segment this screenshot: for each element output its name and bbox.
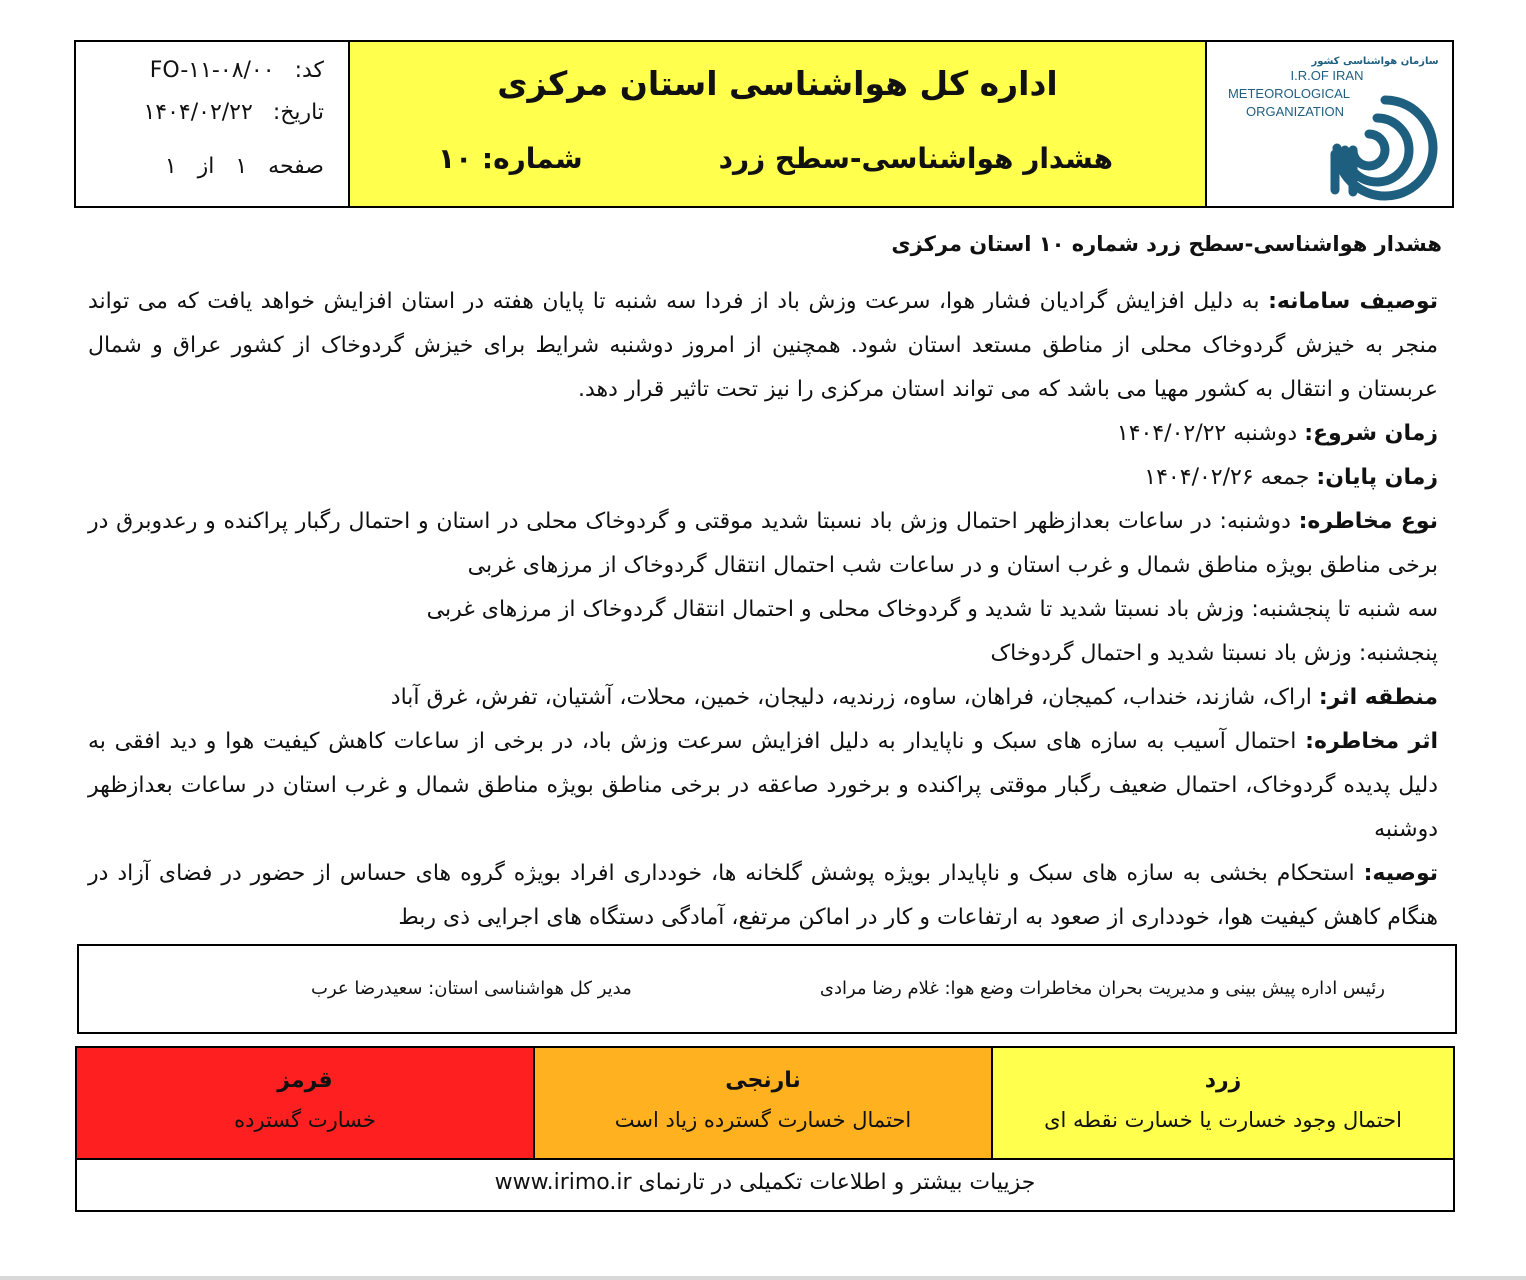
svg-text:I.R.OF IRAN: I.R.OF IRAN xyxy=(1290,68,1364,83)
warning-number: شماره: ۱۰ xyxy=(438,142,583,175)
level-orange-desc: احتمال خسارت گسترده زیاد است xyxy=(614,1108,912,1132)
page-number: صفحه ۱ از ۱ xyxy=(164,154,324,179)
start-label: زمان شروع: xyxy=(1304,421,1438,446)
page-bottom-divider xyxy=(0,1276,1526,1280)
date-row xyxy=(96,100,324,125)
hazard-type xyxy=(88,500,1438,588)
end-time xyxy=(88,456,1438,500)
affected-area xyxy=(88,676,1438,720)
level-red xyxy=(77,1048,535,1158)
meta-cell xyxy=(76,42,348,206)
level-red-desc: خسارت گسترده xyxy=(234,1108,376,1132)
system-description xyxy=(88,280,1438,412)
date-label: تاریخ: xyxy=(272,100,324,125)
system-text: به دلیل افزایش گرادیان فشار هوا، سرعت وزش باد از فردا سه شنبه تا پایان هفته در استان افزایش خواهد یافت که می تواند منجر به خیزش گردوخاک محلی از مناطق مستعد استان شود. همچنین از امروز دوشنبه شرایط برای خیزش گردوخاک از کشور عراق و شمال عربستان و انتقال به کشور مهیا می باشد که می تواند استان مرکزی را نیز تحت تاثیر قرار دهد. xyxy=(88,289,1438,402)
document-header xyxy=(74,40,1454,208)
advice-text: استحکام بخشی به سازه های سبک و ناپایدار بویژه پوشش گلخانه ها، خودداری افراد بویژه گروه های حساس از حضور در فضای آزاد در هنگام کاهش کیفیت هوا، خودداری از صعود به ارتفاعات و کار در اماکن مرتفع، آمادگی دستگاه های اجرایی ذی ربط xyxy=(88,861,1438,930)
director-signature: مدیر کل هواشناسی استان: سعیدرضا عرب xyxy=(311,978,632,999)
meteorological-organization-logo-icon xyxy=(1207,42,1450,206)
hazard-impact xyxy=(88,720,1438,852)
advice-label: توصیه: xyxy=(1363,861,1438,886)
start-day: دوشنبه xyxy=(1233,421,1298,446)
code-label: کد: xyxy=(294,58,324,83)
code-row xyxy=(96,58,324,83)
forecast-head-signature: رئیس اداره پیش بینی و مدیریت بحران مخاطرات وضع هوا: غلام رضا مرادی xyxy=(819,978,1385,999)
start-time xyxy=(88,412,1438,456)
level-red-name: قرمز xyxy=(277,1068,333,1093)
footer-website-link[interactable]: جزییات بیشتر و اطلاعات تکمیلی در تارنمای www.irimo.ir xyxy=(494,1170,1036,1195)
start-date: ۱۴۰۴/۰۲/۲۲ xyxy=(1116,421,1227,446)
end-label: زمان پایان: xyxy=(1316,465,1438,490)
end-day: جمعه xyxy=(1260,465,1310,490)
hazard-label: نوع مخاطره: xyxy=(1298,509,1438,534)
area-label: منطقه اثر: xyxy=(1318,685,1438,710)
area-text: اراک، شازند، خنداب، کمیجان، فراهان، ساوه، زرندیه، دلیجان، خمین، محلات، آشتیان، تفرش، غرق آباد xyxy=(390,685,1312,710)
document-subtitle: هشدار هواشناسی-سطح زرد شماره ۱۰ استان مرکزی xyxy=(891,232,1442,256)
hazard-thursday: پنجشنبه: وزش باد نسبتا شدید و احتمال گردوخاک xyxy=(990,641,1438,666)
system-label: توصیف سامانه: xyxy=(1268,289,1438,314)
warning-level-title: هشدار هواشناسی-سطح زرد xyxy=(718,142,1113,175)
advice xyxy=(88,852,1438,940)
warning-levels-table xyxy=(75,1046,1455,1212)
title-cell xyxy=(348,42,1205,206)
levels-row xyxy=(77,1048,1453,1160)
end-date: ۱۴۰۴/۰۲/۲۶ xyxy=(1144,465,1254,490)
code-value: FO-۱۱-۰۸/۰۰ xyxy=(149,58,275,83)
page-row xyxy=(96,154,324,179)
impact-label: اثر مخاطره: xyxy=(1305,729,1438,754)
svg-text:سازمان هواشناسی کشور: سازمان هواشناسی کشور xyxy=(1311,56,1439,67)
org-title: اداره کل هواشناسی استان مرکزی xyxy=(497,64,1058,103)
logo-cell xyxy=(1205,42,1452,206)
level-orange xyxy=(535,1048,993,1158)
warning-content xyxy=(88,280,1438,940)
signatures-box xyxy=(77,944,1457,1034)
svg-text:METEOROLOGICAL: METEOROLOGICAL xyxy=(1227,86,1351,101)
level-yellow xyxy=(993,1048,1453,1158)
level-yellow-desc: احتمال وجود خسارت یا خسارت نقطه ای xyxy=(1044,1108,1402,1132)
hazard-tuesday-thursday: سه شنبه تا پنجشنبه: وزش باد نسبتا شدید تا شدید و گردوخاک محلی و احتمال انتقال گردوخاک از مرزهای غربی xyxy=(426,597,1438,622)
impact-text: احتمال آسیب به سازه های سبک و ناپایدار به دلیل افزایش سرعت وزش باد، در برخی از ساعات کاهش کیفیت هوا و دید افقی به دلیل پدیده گردوخاک، احتمال ضعیف رگبار موقتی پراکنده و برخورد صاعقه در برخی مناطق بویژه مناطق شمال و غرب استان در ساعات بعدازظهر دوشنبه xyxy=(88,729,1438,842)
hazard-monday: دوشنبه: در ساعات بعدازظهر احتمال وزش باد نسبتا شدید موقتی و گردوخاک محلی در استان و احتمال رگبار پراکنده و رعدوبرق در برخی مناطق بویژه مناطق شمال و غرب استان و در ساعات شب احتمال انتقال گردوخاک از مرزهای غربی xyxy=(88,509,1438,578)
level-orange-name: نارنجی xyxy=(725,1068,801,1093)
level-yellow-name: زرد xyxy=(1204,1068,1242,1093)
svg-text:ORGANIZATION: ORGANIZATION xyxy=(1246,104,1344,119)
date-value: ۱۴۰۴/۰۲/۲۲ xyxy=(143,100,253,125)
